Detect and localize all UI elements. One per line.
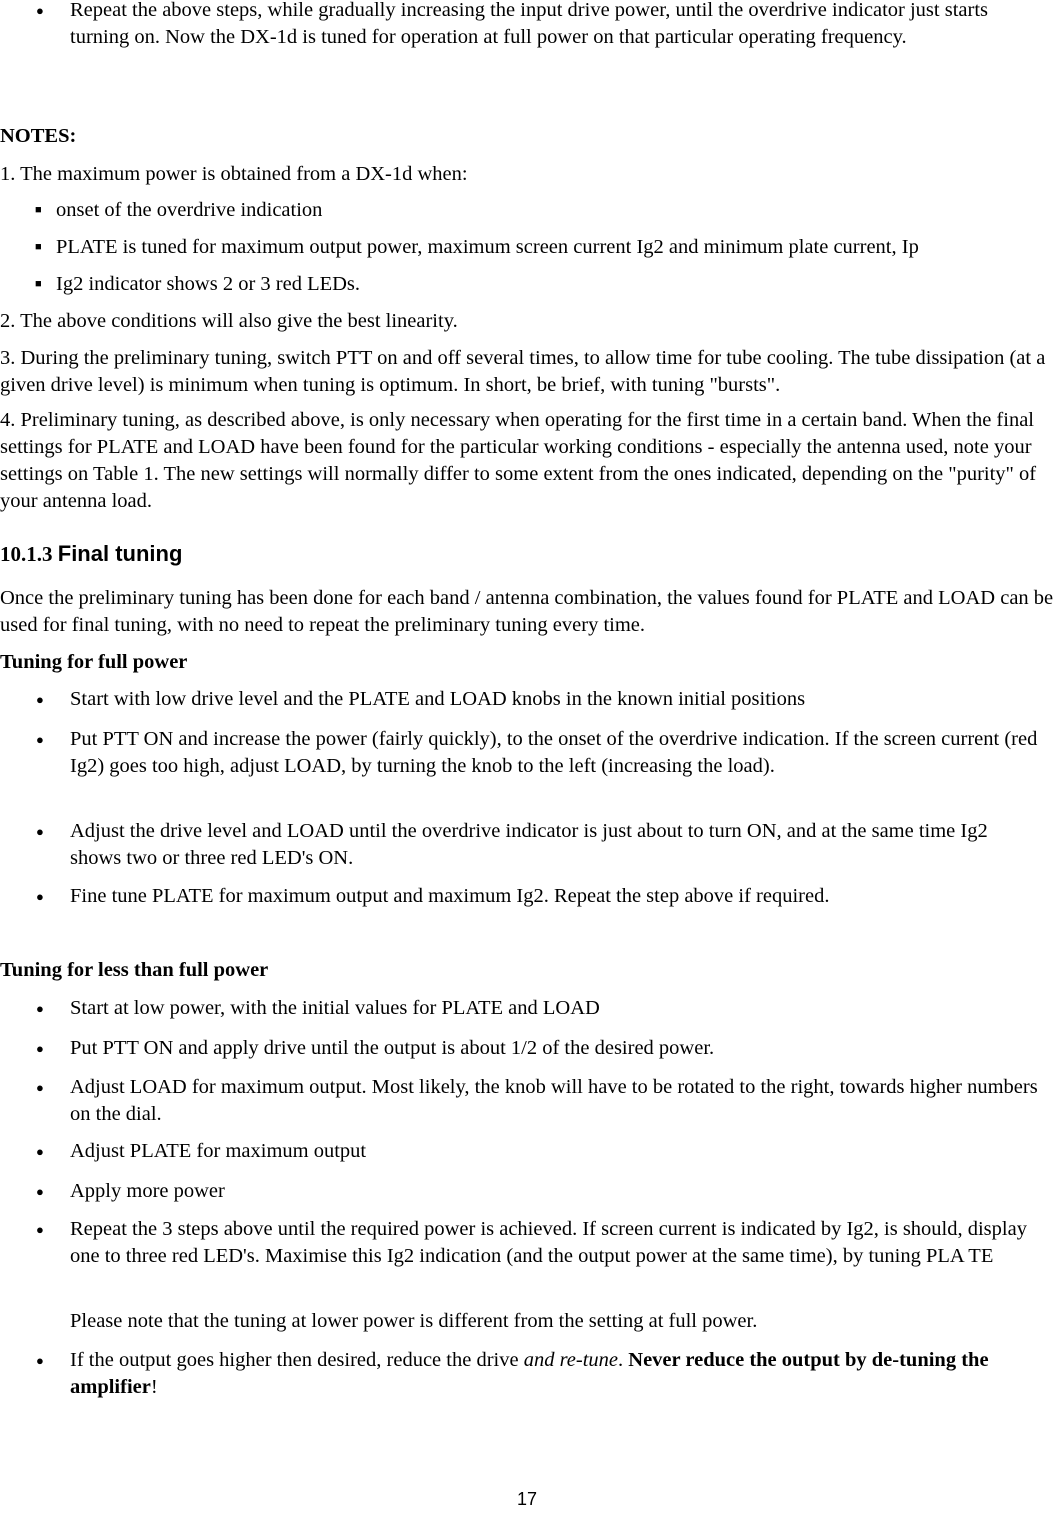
page-number: 17 bbox=[516, 1489, 538, 1509]
section-number: 10.1.3 bbox=[0, 542, 53, 566]
bullet-dot: ● bbox=[36, 692, 44, 707]
note-2: 2. The above conditions will also give the best linearity. bbox=[0, 310, 458, 332]
section-intro: Once the preliminary tuning has been done for each band / antenna combination, the values found for PLATE and LOAD can be used for final tuning, with no need to repeat the preliminary tuning every time. bbox=[0, 587, 1054, 636]
last-item-italic: and re-tune bbox=[523, 1349, 619, 1371]
bullet-dot: ● bbox=[36, 1184, 44, 1199]
less-power-item: Put PTT ON and apply drive until the output is about 1/2 of the desired power. bbox=[70, 1037, 715, 1059]
full-power-item: Adjust the drive level and LOAD until the overdrive indicator is just about to turn ON, and at the same time Ig2 shows two or three red LED's ON. bbox=[70, 820, 988, 869]
last-item-end: ! bbox=[150, 1376, 158, 1398]
bullet-dot: ● bbox=[36, 824, 44, 839]
full-power-item: Fine tune PLATE for maximum output and maximum Ig2. Repeat the step above if required. bbox=[70, 885, 830, 907]
less-power-item: Adjust PLATE for maximum output bbox=[70, 1140, 367, 1162]
bullet-dot: ● bbox=[36, 3, 44, 18]
bullet-dot: ● bbox=[36, 1353, 44, 1368]
square-bullet: ■ bbox=[35, 278, 42, 290]
square-bullet: ■ bbox=[35, 204, 42, 216]
note-1-item: onset of the overdrive indication bbox=[56, 199, 323, 221]
full-power-item: Start with low drive level and the PLATE and LOAD knobs in the known initial positions bbox=[70, 688, 806, 710]
bullet-dot: ● bbox=[36, 1222, 44, 1237]
top-bullet-text: Repeat the above steps, while gradually increasing the input drive power, until the overdrive indicator just starts turning on. Now the DX-1d is tuned for operation at full power on that particular operating frequency. bbox=[70, 0, 989, 48]
bullet-dot: ● bbox=[36, 889, 44, 904]
full-power-heading: Tuning for full power bbox=[0, 651, 188, 673]
last-item-text: If the output goes higher then desired, reduce the drive bbox=[70, 1349, 524, 1371]
section-title: Final tuning bbox=[57, 541, 183, 566]
less-power-note: Please note that the tuning at lower power is different from the setting at full power. bbox=[70, 1310, 758, 1332]
notes-title: NOTES: bbox=[0, 125, 77, 147]
less-power-last-item bbox=[70, 1347, 1044, 1401]
bullet-dot: ● bbox=[36, 1001, 44, 1016]
note-1: 1. The maximum power is obtained from a DX-1d when: bbox=[0, 163, 468, 185]
bullet-dot: ● bbox=[36, 1080, 44, 1095]
less-power-item: Adjust LOAD for maximum output. Most likely, the knob will have to be rotated to the right, towards higher numbers on the dial. bbox=[70, 1076, 1038, 1125]
note-3: 3. During the preliminary tuning, switch PTT on and off several times, to allow time for tube cooling. The tube dissipation (at a given drive level) is minimum when tuning is optimum. In short, be brief, with tuning "bursts". bbox=[0, 347, 1046, 396]
full-power-item: Put PTT ON and increase the power (fairly quickly), to the onset of the overdrive indication. If the screen current (red Ig2) goes too high, adjust LOAD, by turning the knob to the left (increasing the load). bbox=[70, 728, 1038, 777]
less-power-heading: Tuning for less than full power bbox=[0, 959, 269, 981]
less-power-item: Start at low power, with the initial values for PLATE and LOAD bbox=[70, 997, 600, 1019]
square-bullet: ■ bbox=[35, 241, 42, 253]
section-heading bbox=[0, 540, 1054, 568]
note-1-item: PLATE is tuned for maximum output power, maximum screen current Ig2 and minimum plate current, Ip bbox=[56, 236, 919, 258]
note-1-item: Ig2 indicator shows 2 or 3 red LEDs. bbox=[56, 273, 361, 295]
less-power-item: Repeat the 3 steps above until the required power is achieved. If screen current is indicated by Ig2, is should, display one to three red LED's. Maximise this Ig2 indication (and the output power at the same time), by tuning PLA TE bbox=[70, 1218, 1027, 1267]
bullet-dot: ● bbox=[36, 732, 44, 747]
note-4: 4. Preliminary tuning, as described above, is only necessary when operating for the first time in a certain band. When the final settings for PLATE and LOAD have been found for the particular working conditions - especially the antenna used, note your settings on Table 1. The new settings will normally differ to some extent from the ones indicated, depending on the "purity" of your antenna load. bbox=[0, 409, 1037, 512]
last-item-sep: . bbox=[618, 1349, 629, 1371]
bullet-dot: ● bbox=[36, 1144, 44, 1159]
bullet-dot: ● bbox=[36, 1041, 44, 1056]
less-power-item: Apply more power bbox=[70, 1180, 225, 1202]
last-item-warning: Never reduce the output by de-tuning the amplifier bbox=[70, 1349, 989, 1398]
